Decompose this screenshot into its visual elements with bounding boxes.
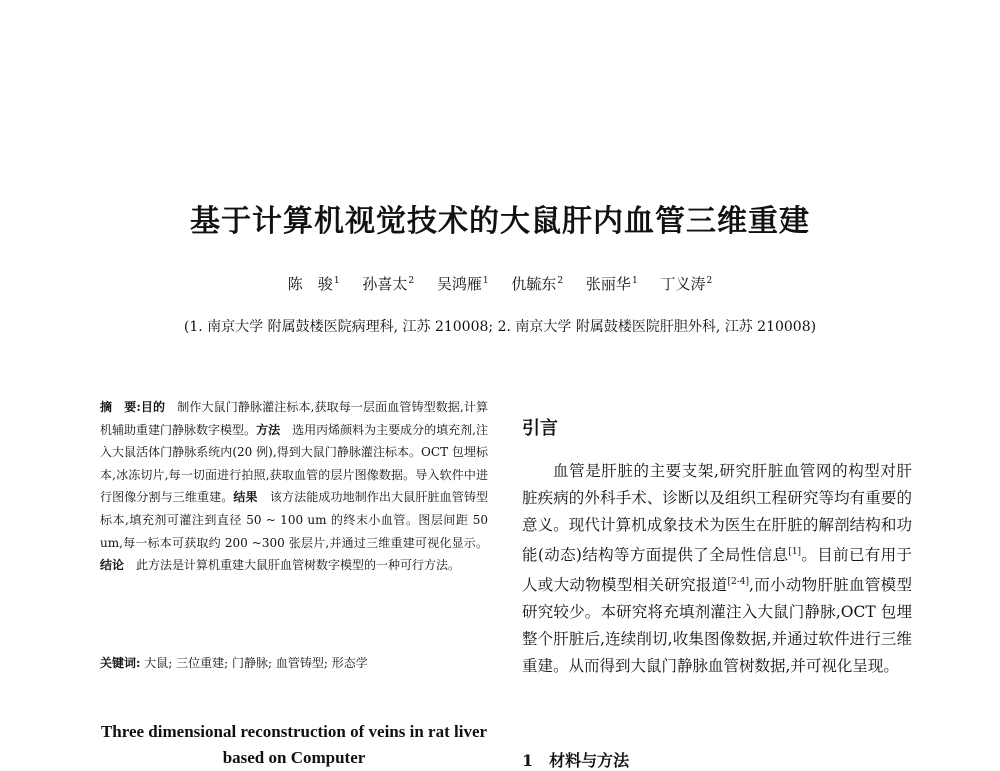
abstract-purpose-label: 目的 [140, 400, 166, 414]
author-affil-marker: 1 [333, 276, 340, 286]
intro-text-2: 。目前已有用于人或大动物模型相关研究报道 [522, 546, 912, 595]
abstract-results-label: 结果 [233, 490, 258, 505]
author-affil-marker: 2 [408, 276, 415, 286]
abstract-conclusion: 此方法是计算机重建大鼠肝血管树数字模型的一种可行方法。 [136, 558, 461, 573]
author [362, 275, 414, 293]
paper-title: 基于计算机视觉技术的大鼠肝内血管三维重建 [190, 204, 810, 239]
intro-paragraph [522, 458, 912, 680]
author-name: 孙喜太 [362, 275, 408, 293]
abstract-purpose: 制作大鼠门静脉灌注标本,获取每一层面血管铸型数据,计算机辅助重建门静脉数字模型。 [100, 400, 488, 437]
author-name: 仇毓东 [511, 275, 557, 293]
abstract-label: 摘 要: [100, 400, 141, 414]
keywords-text: 大鼠; 三位重建; 门静脉; 血管铸型; 形态学 [144, 656, 368, 670]
author-name: 陈 骏 [287, 275, 333, 293]
author-name: 吴鸿雁 [436, 275, 482, 293]
author [288, 275, 340, 293]
author-affil-marker: 2 [706, 276, 713, 286]
intro-text-1: 血管是肝脏的主要支架,研究肝脏血管网的构型对肝脏疾病的外科手术、诊断以及组织工程研究等均有重要的意义。现代计算机成象技术为医生在肝脏的解剖结构和功能(动态)结构等方面提供了全局性信息 [522, 462, 912, 565]
abstract-methods: 选用丙烯颜料为主要成分的填充剂,注入大鼠活体门静脉系统内(20 例),得到大鼠门静脉灌注标本。OCT 包埋标本,冰冻切片,每一切面进行拍照,获取血管的层片图像数据。导入软件中进行图像分割与三维重建。 [100, 422, 488, 505]
author [437, 275, 489, 293]
author-affil-marker: 2 [557, 276, 564, 286]
author-list [0, 273, 1000, 294]
next-section-heading: 1 材料与方法 [522, 751, 630, 770]
abstract [100, 396, 488, 577]
section-heading: 引言 [522, 418, 558, 439]
citation: [1] [788, 547, 802, 557]
author-name: 张丽华 [585, 275, 631, 293]
author [660, 275, 712, 293]
english-title: Three dimensional reconstruction of veins in rat liver based on Computer [100, 722, 488, 767]
citation: [2-4] [727, 577, 749, 588]
keywords [100, 654, 488, 671]
author-name: 丁义涛 [660, 275, 706, 293]
author-affil-marker: 1 [631, 276, 638, 286]
affiliation-line: (1. 南京大学 附属鼓楼医院病理科, 江苏 210008; 2. 南京大学 附属鼓楼医院肝胆外科, 江苏 210008) [183, 319, 817, 335]
abstract-conclusion-label: 结论 [100, 558, 125, 573]
keywords-label: 关键词: [100, 656, 141, 670]
abstract-results: 该方法能成功地制作出大鼠肝脏血管铸型标本,填充剂可灌注到直径 50 ~ 100 um 的终末小血管。图层间距 50 um,每一标本可获取约 200 ~300 张层片,并通过三维重建可视化显示。 [100, 490, 488, 550]
author [586, 275, 638, 293]
intro-text-3: ,而小动物肝脏血管模型研究较少。本研究将充填剂灌注入大鼠门静脉,OCT 包埋整个肝脏后,连续削切,收集图像数据,并通过软件进行三维重建。从而得到大鼠门静脉血管树数据,并可视化呈现。 [522, 576, 912, 676]
abstract-methods-label: 方法 [256, 422, 281, 437]
author-affil-marker: 1 [482, 276, 489, 286]
author [511, 275, 563, 293]
